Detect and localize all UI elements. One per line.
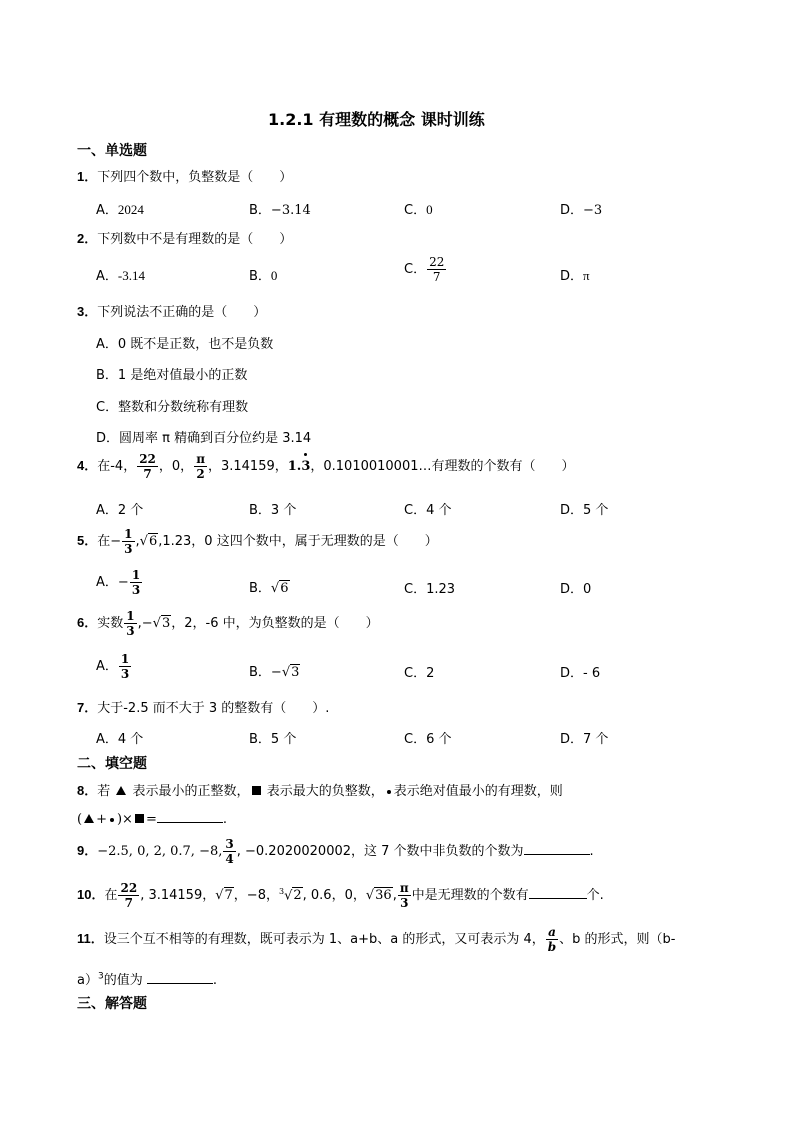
fraction-numerator: 22 [139, 452, 156, 466]
answer-blank[interactable] [529, 898, 587, 899]
exponent: 3 [97, 971, 104, 982]
paren-open: ( [77, 812, 83, 827]
question-1 [77, 166, 292, 185]
repeating-decimal-int: 1. [287, 459, 302, 474]
radicand: 3 [161, 616, 171, 631]
dot-icon [110, 818, 114, 822]
stem-text: , [137, 616, 142, 631]
radicand: 6 [148, 534, 158, 549]
square-root [366, 888, 393, 903]
radicand: 7 [224, 888, 233, 903]
square-root [271, 581, 290, 596]
q2-option-d [560, 265, 590, 284]
question-stem: 下列四个数中，负整数是（ ） [97, 170, 293, 185]
q7-option-b: B．5 个 [249, 732, 297, 747]
radicand: 36 [375, 888, 392, 903]
section-heading-single-choice: 一、单选题 [77, 143, 147, 159]
q2-option-b [249, 265, 277, 284]
fraction-numerator: π [196, 452, 205, 466]
q2-option-c [404, 255, 447, 284]
stem-text: , 0.6，0， [302, 888, 366, 903]
radical-sign-icon: √ [152, 616, 161, 631]
q7-option-d: D．7 个 [560, 732, 609, 747]
q5-option-c: C．1.23 [404, 582, 456, 597]
minus-sign: − [141, 616, 153, 631]
option-letter: C． [404, 203, 427, 218]
option-letter: B． [249, 269, 271, 284]
fraction-denominator: 3 [400, 896, 409, 910]
radical-sign-icon: √ [270, 581, 280, 596]
q1-option-d [560, 199, 602, 218]
option-letter: A． [96, 203, 118, 218]
minus-sign: − [110, 534, 122, 549]
radical-sign-icon: √ [365, 888, 375, 903]
fraction [223, 837, 235, 866]
radical-sign-icon: √ [281, 665, 291, 680]
fraction-denominator: 2 [196, 467, 205, 481]
q6-option-d: D．- 6 [560, 666, 601, 681]
q7-option-a: A．4 个 [96, 732, 144, 747]
q3-option-a: A．0 既不是正数，也不是负数 [96, 337, 274, 352]
section-heading-solution: 三、解答题 [77, 996, 147, 1012]
fraction-numerator: 1 [131, 568, 141, 582]
question-2 [77, 228, 292, 247]
radicand: 6 [280, 581, 289, 596]
fraction-numerator: 22 [429, 255, 445, 269]
dot-icon [387, 790, 391, 794]
stem-text: 个. [586, 888, 604, 903]
question-stem: 下列数中不是有理数的是（ ） [97, 232, 293, 247]
stem-text: 的值为 [103, 973, 143, 988]
q5-option-b [249, 577, 290, 596]
stem-text: ，3.14159， [207, 459, 288, 474]
q4-option-c: C．4 个 [404, 503, 452, 518]
question-11-line-1 [77, 925, 676, 954]
question-5 [77, 527, 438, 556]
repeat-dot-icon [304, 453, 307, 456]
question-number: 10． [77, 887, 105, 902]
stem-text: 实数 [97, 616, 124, 631]
question-7 [77, 697, 329, 716]
fraction-numerator: 22 [120, 881, 138, 895]
question-number: 11． [77, 931, 104, 946]
fraction-denominator: 7 [124, 896, 134, 910]
fraction-numerator: a [546, 925, 558, 940]
fraction [546, 925, 558, 954]
section-heading-fill-in: 二、填空题 [77, 756, 147, 772]
q1-option-c [404, 199, 433, 218]
option-letter: A． [96, 269, 118, 284]
q3-option-b: B．1 是绝对值最小的正数 [96, 368, 248, 383]
fraction-denominator: 4 [225, 852, 234, 866]
q6-option-c: C．2 [404, 666, 435, 681]
option-value: 2024 [117, 202, 144, 217]
question-4 [77, 452, 575, 481]
q1-option-a [96, 199, 144, 218]
fraction [124, 609, 136, 638]
question-stem: 大于-2.5 而不大于 3 的整数有（ ）. [97, 701, 330, 716]
q4-option-b: B．3 个 [249, 503, 297, 518]
radical-sign-icon: √ [215, 888, 224, 903]
q5-option-d: D．0 [560, 582, 592, 597]
radical-sign-icon: √ [284, 888, 293, 903]
square-icon [135, 814, 144, 823]
stem-text: 表示最小的正整数， [132, 784, 250, 799]
square-root [140, 534, 159, 549]
square-root [153, 616, 172, 631]
stem-text: 中是无理数的个数有 [411, 888, 529, 903]
square-root [215, 888, 234, 903]
question-number: 9． [77, 843, 98, 858]
stem-text: 表示绝对值最小的有理数，则 [393, 784, 563, 799]
option-value: 0 [426, 202, 433, 217]
q7-option-c: C．6 个 [404, 732, 452, 747]
fraction [122, 527, 134, 556]
option-letter: B． [249, 665, 271, 680]
fraction [194, 452, 207, 481]
stem-text: , [392, 888, 397, 903]
fraction-denominator: 3 [124, 542, 133, 556]
fraction-denominator: 3 [126, 624, 135, 638]
stem-text: 在 [97, 534, 111, 549]
fraction-denominator: 7 [143, 467, 152, 481]
repeating-digit-value: 3 [301, 459, 311, 474]
fraction [427, 255, 446, 284]
fraction [118, 881, 139, 910]
q2-option-a [96, 265, 145, 284]
option-letter: B． [249, 581, 271, 596]
answer-blank[interactable] [524, 854, 590, 855]
fraction-numerator: 1 [124, 527, 133, 541]
option-letter: D． [560, 269, 584, 284]
fraction [398, 881, 411, 910]
cube-root [279, 887, 303, 903]
option-value: −3.14 [270, 203, 311, 218]
question-number: 2． [77, 231, 98, 246]
stem-text: ，2，-6 中，为负整数的是（ ） [171, 616, 379, 631]
minus-sign: − [270, 665, 282, 680]
question-stem: 下列说法不正确的是（ ） [97, 305, 267, 320]
triangle-icon [116, 786, 126, 795]
number-list: −2.5, 0, 2, 0.7, −8, [97, 844, 223, 859]
radicand: 2 [293, 888, 302, 903]
q4-option-a: A．2 个 [96, 503, 144, 518]
question-number: 7． [77, 700, 98, 715]
question-number: 6． [77, 615, 98, 630]
question-6 [77, 609, 379, 638]
radicand: 3 [291, 665, 300, 680]
question-11-line-2 [77, 969, 217, 988]
stem-text: 、b 的形式，则（b- [559, 932, 676, 947]
stem-text: 若 [97, 784, 111, 799]
stem-text: ，0， [158, 459, 194, 474]
q6-option-b [249, 661, 300, 680]
question-number: 8． [77, 783, 98, 798]
fraction [137, 452, 158, 481]
repeating-digit [301, 459, 310, 474]
stem-text: , 3.14159， [140, 888, 216, 903]
times-sign: )× [116, 812, 133, 827]
q6-option-a [96, 652, 132, 681]
stem-text: , −0.2020020002，这 7 个数中非负数的个数为 [236, 844, 524, 859]
q4-option-d: D．5 个 [560, 503, 609, 518]
fraction-denominator: 3 [131, 583, 141, 597]
option-value: -3.14 [117, 268, 145, 283]
fraction-denominator: b [547, 940, 557, 954]
question-9 [77, 837, 594, 866]
question-3 [77, 301, 266, 320]
stem-text: 在-4， [97, 459, 137, 474]
plus-sign: + [96, 812, 107, 827]
question-number: 3． [77, 304, 98, 319]
option-value: π [583, 268, 590, 283]
question-8-line-2 [77, 812, 227, 827]
question-number: 5． [77, 533, 98, 548]
fraction-denominator: 3 [120, 667, 130, 681]
option-letter: A． [96, 575, 118, 590]
option-letter: D． [560, 203, 584, 218]
fraction [130, 568, 142, 597]
equals-sign: = [145, 812, 157, 827]
minus-sign: − [117, 575, 129, 590]
stem-text: a） [77, 973, 98, 988]
fraction [119, 652, 131, 681]
page-title: 1.2.1 有理数的概念 课时训练 [268, 110, 485, 129]
stem-text: . [589, 844, 594, 859]
option-letter: A． [96, 659, 118, 674]
stem-text: ，−8， [233, 888, 279, 903]
radical-sign-icon: √ [139, 534, 148, 549]
answer-blank[interactable] [147, 983, 213, 984]
repeating-decimal [288, 459, 311, 474]
q1-option-b [249, 199, 311, 218]
answer-blank[interactable] [157, 822, 223, 823]
q3-option-d: D．圆周率 π 精确到百分位约是 3.14 [96, 431, 312, 446]
question-10 [77, 881, 604, 910]
stem-text: ，0.1010010001…有理数的个数有（ ） [310, 459, 575, 474]
stem-text: 设三个互不相等的有理数，既可表示为 1、a+b、a 的形式，又可表示为 4， [103, 932, 545, 947]
square-root [282, 665, 301, 680]
stem-text: 表示最大的负整数， [266, 784, 384, 799]
q5-option-a [96, 568, 143, 597]
option-value: 0 [270, 268, 278, 283]
question-number: 4． [77, 458, 98, 473]
fraction-numerator: 3 [225, 837, 234, 851]
stem-text: , [135, 534, 140, 549]
question-number: 1． [77, 169, 98, 184]
option-letter: C． [404, 262, 427, 277]
fraction-denominator: 7 [432, 270, 441, 284]
fraction-numerator: π [399, 881, 409, 895]
fraction-numerator: 1 [126, 609, 135, 623]
root-index: 3 [278, 886, 285, 896]
square-icon [252, 786, 261, 795]
option-letter: B． [249, 203, 271, 218]
option-value: −3 [583, 203, 603, 218]
question-8-line-1 [77, 780, 563, 799]
stem-text: . [212, 973, 217, 988]
stem-text: ,1.23，0 这四个数中，属于无理数的是（ ） [158, 534, 438, 549]
q3-option-c: C．整数和分数统称有理数 [96, 400, 249, 415]
stem-text: . [222, 812, 227, 827]
fraction-numerator: 1 [120, 652, 130, 666]
triangle-icon [84, 814, 94, 823]
stem-text: 在 [104, 888, 118, 903]
